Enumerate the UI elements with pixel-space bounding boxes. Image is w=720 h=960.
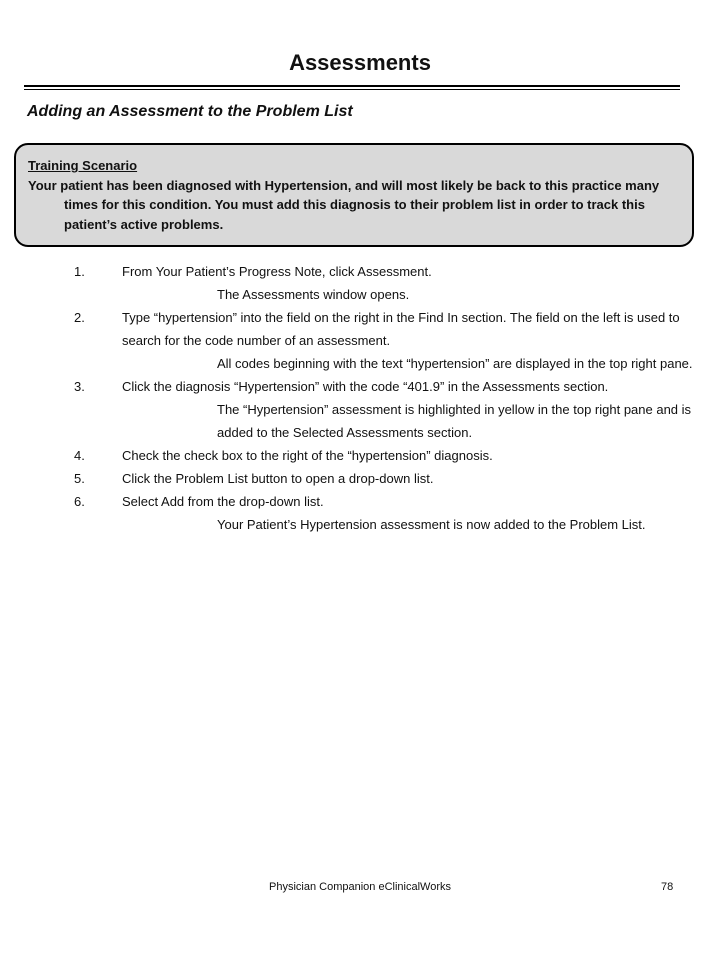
training-scenario-box — [14, 143, 694, 247]
step-text: Type “hypertension” into the field on the right in the Find In section. The field on the left is used to search for the code number of an assessment. — [122, 310, 680, 348]
step-instruction — [0, 490, 720, 513]
step-number: 6. — [74, 494, 85, 509]
step-number: 1. — [74, 264, 85, 279]
step-3 — [0, 375, 720, 444]
step-number: 5. — [74, 471, 85, 486]
step-instruction — [0, 467, 720, 490]
step-text: Click the Problem List button to open a drop-down list. — [122, 471, 434, 486]
step-number: 2. — [74, 310, 85, 325]
step-6 — [0, 490, 720, 536]
training-scenario-heading: Training Scenario — [28, 158, 138, 173]
step-text: From Your Patient’s Progress Note, click Assessment. — [122, 264, 432, 279]
step-text: Click the diagnosis “Hypertension” with the code “401.9” in the Assessments section. — [122, 379, 609, 394]
step-result: Your Patient’s Hypertension assessment is now added to the Problem List. — [217, 517, 646, 532]
step-result: All codes beginning with the text “hypertension” are displayed in the top right pane. — [217, 356, 693, 371]
title-rule — [24, 85, 680, 87]
step-instruction — [0, 444, 720, 467]
title-rule-thin — [24, 89, 680, 90]
step-2 — [0, 306, 720, 375]
step-number: 4. — [74, 448, 85, 463]
step-instruction — [0, 375, 720, 398]
step-result: The “Hypertension” assessment is highlighted in yellow in the top right pane and is added to the Selected Assessments section. — [217, 402, 692, 440]
step-instruction — [0, 306, 720, 352]
step-instruction — [0, 260, 720, 283]
steps-list — [0, 260, 720, 536]
page-number: 78 — [661, 881, 674, 893]
step-1 — [0, 260, 720, 306]
step-5 — [0, 467, 720, 490]
step-4 — [0, 444, 720, 467]
step-text: Check the check box to the right of the “hypertension” diagnosis. — [122, 448, 493, 463]
footer-title: Physician Companion eClinicalWorks — [269, 881, 451, 893]
training-scenario-text: Your patient has been diagnosed with Hypertension, and will most likely be back to this practice many times for this condition. You must add this diagnosis to their problem list in order to track this patient’s active problems. — [28, 177, 660, 232]
page-title: Assessments — [289, 50, 431, 75]
section-title: Adding an Assessment to the Problem List — [27, 103, 353, 120]
step-result: The Assessments window opens. — [217, 287, 410, 302]
step-text: Select Add from the drop-down list. — [122, 494, 324, 509]
step-number: 3. — [74, 379, 85, 394]
